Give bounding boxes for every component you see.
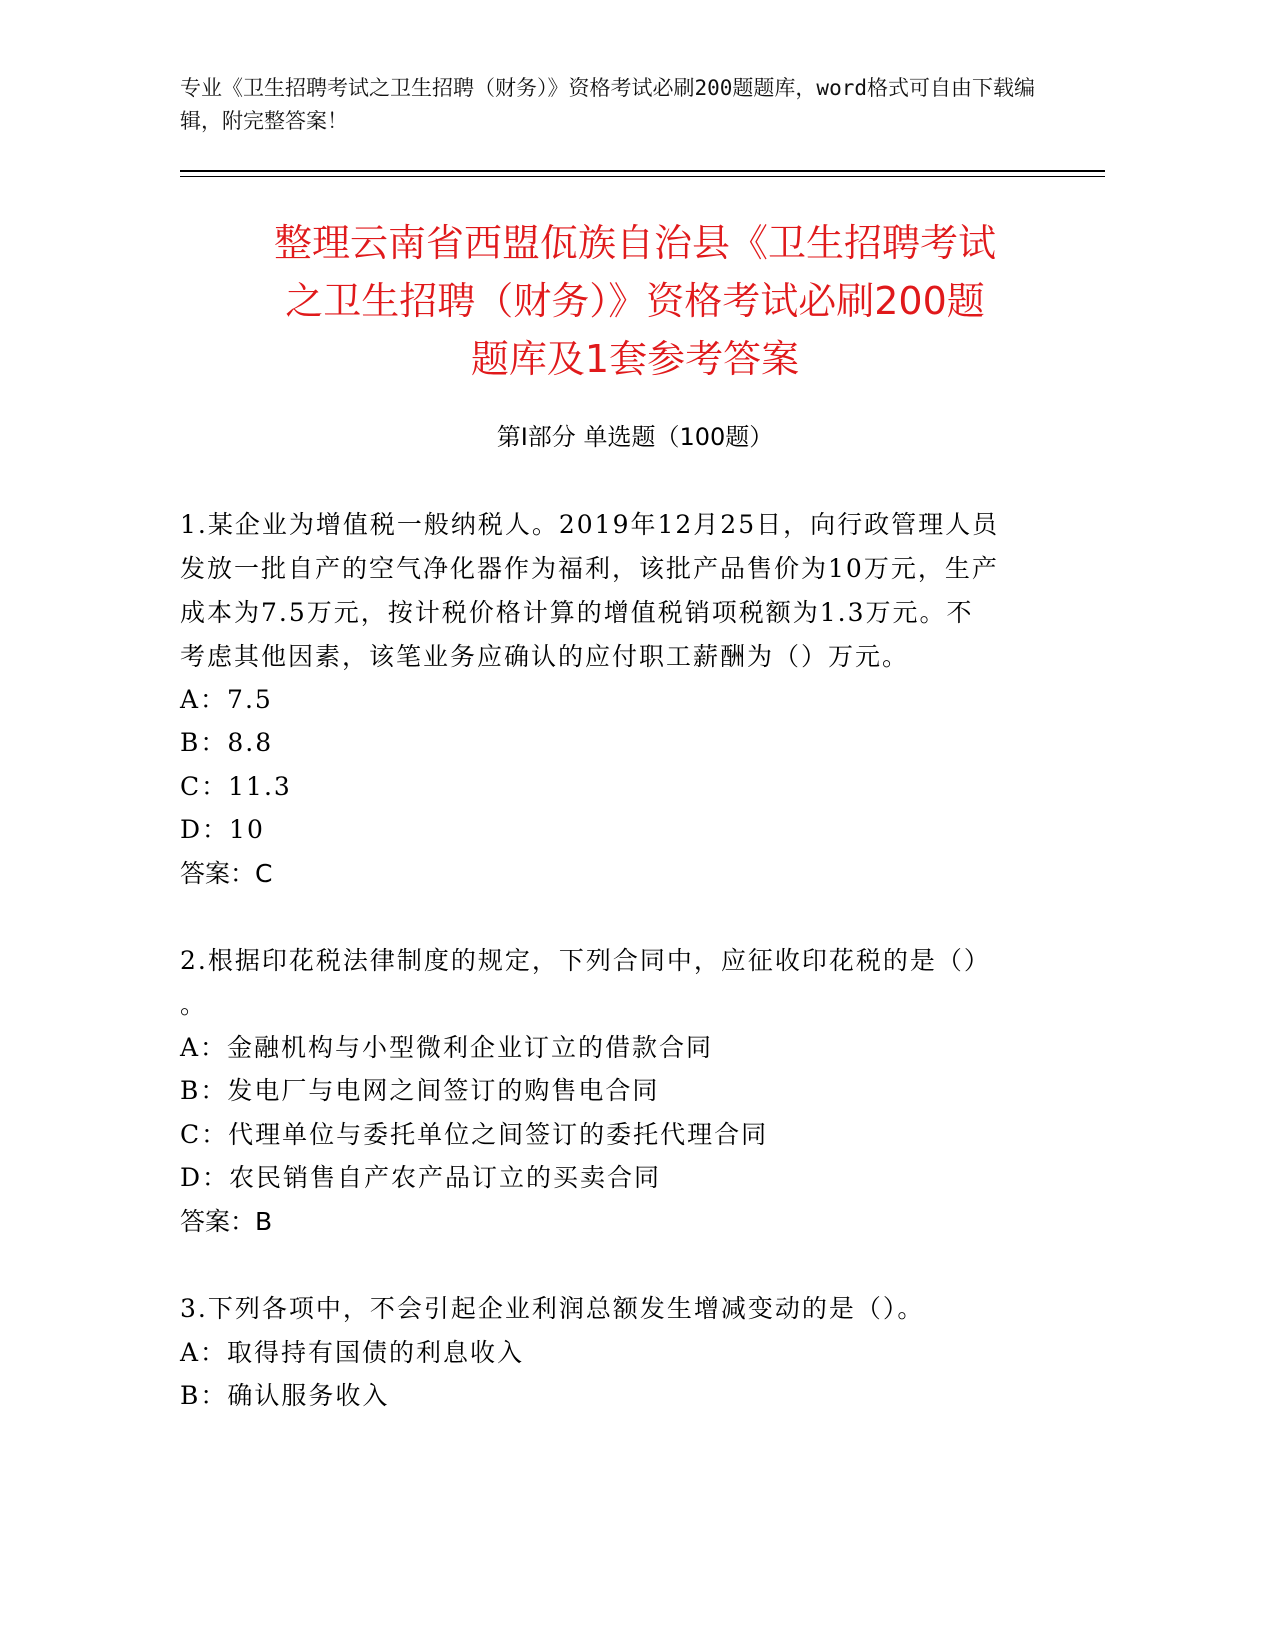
question-2-text: [180, 939, 1040, 1027]
question-1-option-d: D：10: [180, 815, 265, 844]
question-1-option-b: B：8.8: [180, 728, 274, 757]
question-line: 2.根据印花税法律制度的规定，下列合同中，应征收印花税的是（）: [180, 946, 991, 975]
question-line: 考虑其他因素，该笔业务应确认的应付职工薪酬为（）万元。: [180, 642, 910, 671]
question-1-answer: 答案：C: [180, 859, 273, 888]
question-1-option-c: C：11.3: [180, 772, 292, 801]
question-3-option-b: B：确认服务收入: [180, 1381, 390, 1410]
question-line: 发放一批自产的空气净化器作为福利，该批产品售价为10万元，生产: [180, 554, 999, 583]
title-line: 之卫生招聘（财务）》资格考试必刷200题: [285, 279, 985, 323]
question-2-option-c: C：代理单位与委托单位之间签订的委托代理合同: [180, 1120, 769, 1149]
question-1-text: [180, 503, 1040, 679]
question-line: 1.某企业为增值税一般纳税人。2019年12月25日，向行政管理人员: [180, 510, 1000, 539]
question-1-option-a: A：7.5: [180, 685, 273, 714]
question-line: 3.下列各项中，不会引起企业利润总额发生增减变动的是（）。: [180, 1294, 925, 1323]
question-2-answer: 答案：B: [180, 1207, 273, 1236]
document-title: [180, 214, 1090, 388]
title-line: 整理云南省西盟佤族自治县《卫生招聘考试: [273, 221, 996, 265]
question-3-option-a: A：取得持有国债的利息收入: [180, 1338, 525, 1367]
question-3-text: [180, 1287, 1040, 1331]
question-line: 成本为7.5万元，按计税价格计算的增值税销项税额为1.3万元。不: [180, 598, 974, 627]
header-note: 专业《卫生招聘考试之卫生招聘（财务）》资格考试必刷200题题库，word格式可自由下载编辑，附完整答案！: [180, 76, 1035, 133]
title-line: 题库及1套参考答案: [470, 337, 800, 381]
section-heading: 第Ⅰ部分 单选题（100题）: [496, 423, 774, 451]
question-2-option-b: B：发电厂与电网之间签订的购售电合同: [180, 1076, 660, 1105]
header-rule-thick: [180, 170, 1105, 172]
question-2-option-a: A：金融机构与小型微利企业订立的借款合同: [180, 1033, 714, 1062]
question-line: 。: [180, 990, 208, 1019]
header-rule-thin: [180, 176, 1105, 177]
question-2-option-d: D：农民销售自产农产品订立的买卖合同: [180, 1163, 662, 1192]
